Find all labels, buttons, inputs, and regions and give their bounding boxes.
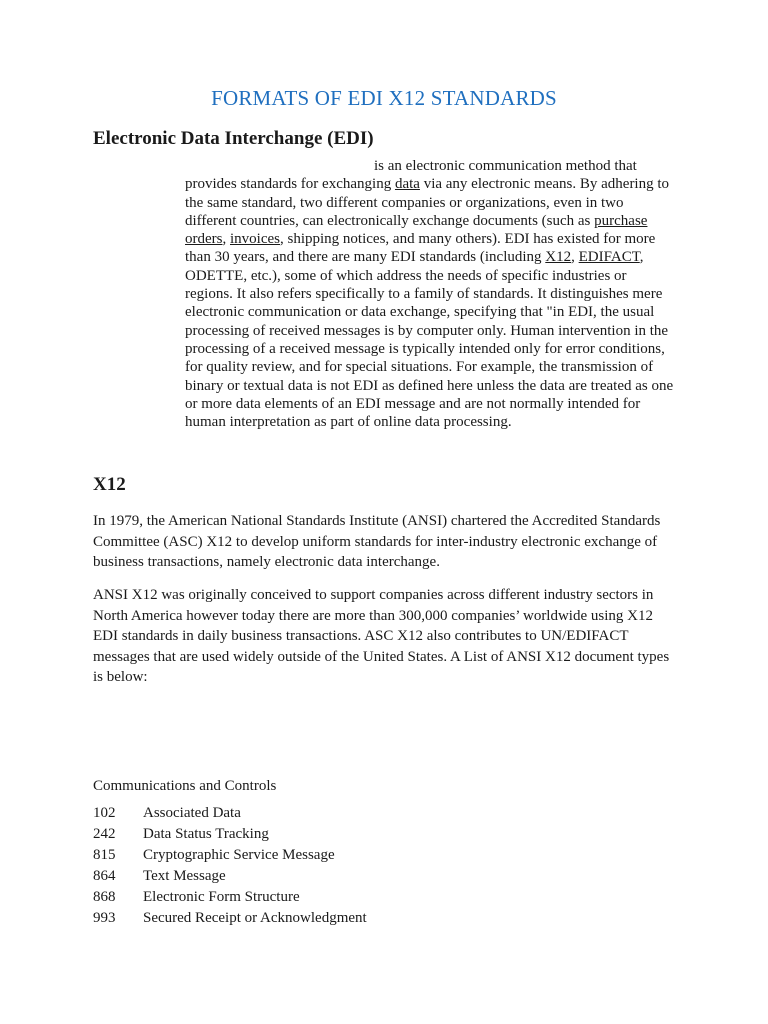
edi-text-c: , ODETTE, etc.), some of which address the needs of specific industries or regions. It also refers specifically to a family of standards. It distinguishes mere electronic communication or data exchange, specifying that "in EDI, the usual processing of received messages is by computer only. Human intervention in the processing of a received message is typically intended only for error conditions, for quality review, and for special situations. For example, the transmission of binary or textual data is not EDI as defined here unless the data are treated as one or more data elements of an EDI message and are not normally intended for human interpretation as part of online data processing.: [185, 249, 674, 431]
doc-code: 242: [93, 826, 116, 842]
x12-paragraph-1: In 1979, the American National Standards Institute (ANSI) chartered the Accredited Standards Committee (ASC) X12 to develop uniform standards for inter-industry electronic exchange of business transactions, namely electronic data interchange.: [93, 513, 661, 570]
edi-text-lead: is an electronic communication method that provides standards for exchanging: [185, 158, 637, 193]
x12-heading: X12: [93, 474, 126, 495]
list-item: [93, 888, 367, 909]
doc-name: Electronic Form Structure: [143, 889, 300, 905]
edifact-link[interactable]: EDIFACT: [578, 249, 640, 266]
edi-sep-1: ,: [222, 231, 230, 248]
x12-link[interactable]: X12: [545, 249, 572, 266]
list-item: [93, 909, 367, 930]
doc-name: Secured Receipt or Acknowledgment: [143, 910, 367, 926]
edi-text-a: via any electronic means. By adhering to the same standard, two different companies or organizations, even in two different countries, can electronically exchange documents (such as: [185, 176, 670, 229]
edi-heading: Electronic Data Interchange (EDI): [93, 128, 374, 149]
edi-paragraph: [185, 157, 675, 431]
doc-name: Cryptographic Service Message: [143, 847, 335, 863]
list-item: [93, 825, 367, 846]
invoices-link[interactable]: invoices: [230, 231, 280, 248]
list-item: [93, 846, 367, 867]
doc-code: 815: [93, 847, 116, 863]
list-item: [93, 867, 367, 888]
purchase-orders-link[interactable]: purchase orders: [185, 212, 648, 248]
page-title: FORMATS OF EDI X12 STANDARDS: [211, 86, 557, 110]
doc-name: Associated Data: [143, 805, 241, 821]
doc-code: 864: [93, 868, 116, 884]
doc-code: 102: [93, 805, 116, 821]
list-heading: Communications and Controls: [93, 778, 277, 794]
doc-name: Text Message: [143, 868, 226, 884]
doc-code: 868: [93, 889, 116, 905]
data-link[interactable]: data: [394, 176, 420, 193]
list-item: [93, 804, 367, 825]
edi-text-b: , shipping notices, and many others). EDI has existed for more than 30 years, and there are many EDI standards (including: [185, 231, 656, 266]
edi-sep-2: ,: [571, 249, 579, 266]
doc-code: 993: [93, 910, 116, 926]
doc-name: Data Status Tracking: [143, 826, 269, 842]
document-type-list: [93, 804, 367, 930]
x12-paragraph-2: ANSI X12 was originally conceived to support companies across different industry sectors in North America however today there are more than 300,000 companies’ worldwide using X12 EDI standards in daily business transactions. ASC X12 also contributes to UN/EDIFACT messages that are used widely outside of the United States. A List of ANSI X12 document types is below:: [93, 587, 670, 685]
